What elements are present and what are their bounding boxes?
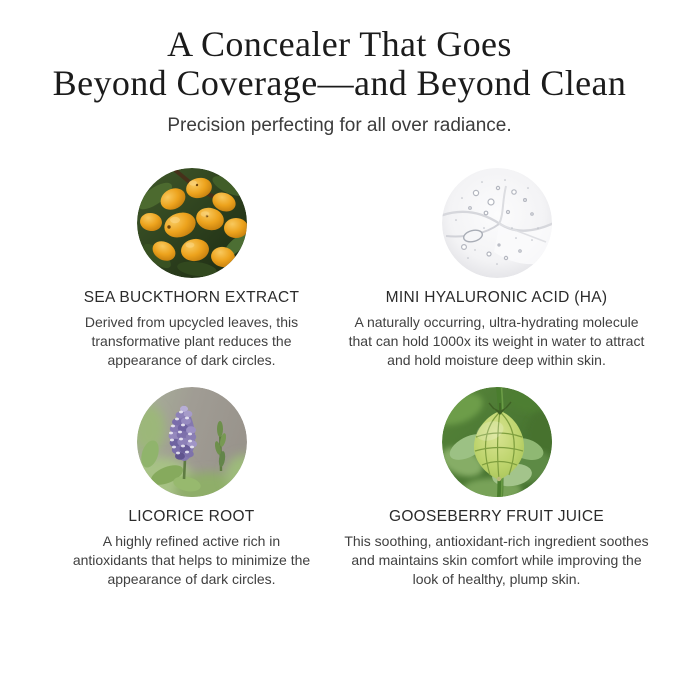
ingredient-description: A naturally occurring, ultra-hydrating molecule that can hold 1000x its weight in water to attract and hold moisture deep within skin. — [348, 314, 645, 368]
ingredient-description: This soothing, antioxidant-rich ingredient soothes and maintains skin comfort while improving the look of healthy, plump skin. — [344, 533, 649, 587]
sea-buckthorn-berries-photo — [137, 168, 247, 278]
ingredient-name: SEA BUCKTHORN EXTRACT — [83, 289, 300, 306]
ingredient-card-sea-buckthorn — [66, 168, 318, 370]
licorice-flower-photo — [137, 387, 247, 497]
page-subtitle: Precision perfecting for all over radiance. — [167, 115, 512, 136]
ingredient-description: A highly refined active rich in antioxidants that helps to minimize the appearance of dark circles. — [72, 533, 311, 587]
ingredient-card-gooseberry — [343, 387, 651, 589]
page-title-line1: A Concealer That Goes — [167, 24, 512, 64]
page-title — [0, 0, 679, 103]
ingredient-name: MINI HYALURONIC ACID (HA) — [385, 289, 608, 306]
ingredient-card-hyaluronic-acid — [343, 168, 651, 370]
clear-hydrating-gel-photo — [442, 168, 552, 278]
ingredient-name: GOOSEBERRY FRUIT JUICE — [388, 508, 605, 525]
gooseberry-husk-photo — [442, 387, 552, 497]
ingredient-card-licorice-root — [66, 387, 318, 589]
page-title-line2: Beyond Coverage—and Beyond Clean — [52, 63, 627, 103]
ingredient-description: Derived from upcycled leaves, this transformative plant reduces the appearance of dark circles. — [84, 314, 299, 368]
ingredient-grid — [44, 168, 654, 589]
ingredient-name: LICORICE ROOT — [128, 508, 255, 525]
